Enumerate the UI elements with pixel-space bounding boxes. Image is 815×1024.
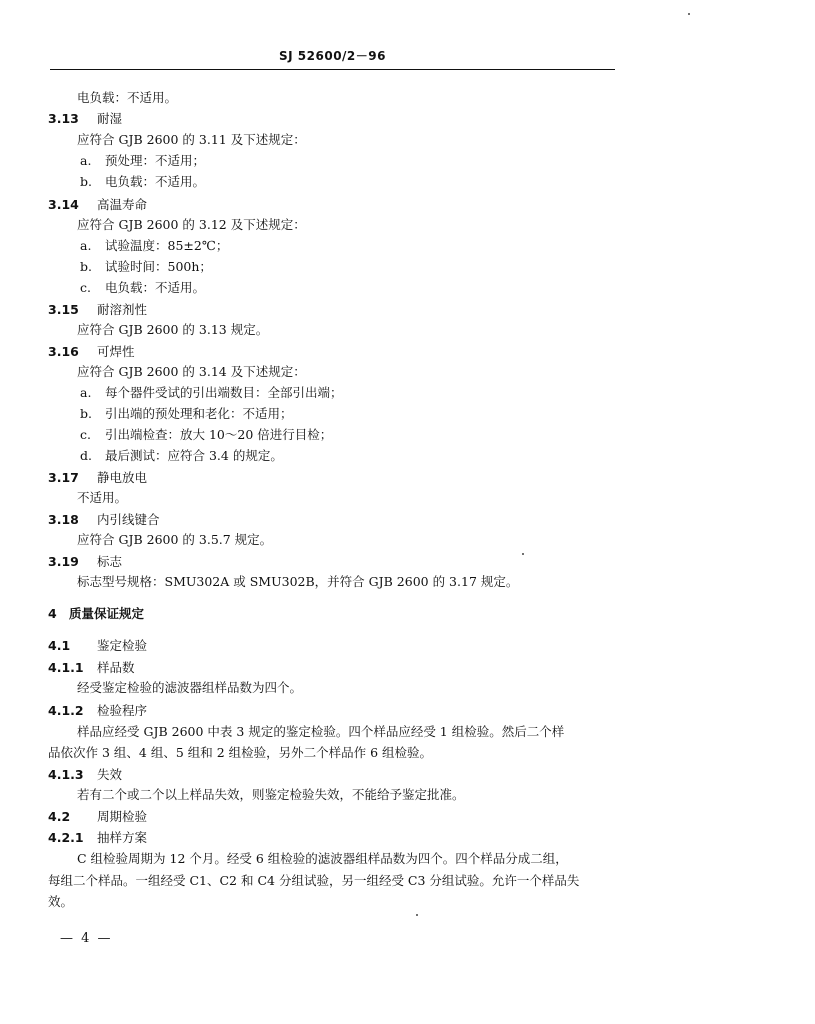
section-title: 标志	[97, 554, 123, 569]
document-code-header: SJ 52600/2－96	[279, 49, 386, 63]
list-item-text: 最后测试：应符合 3.4 的规定。	[105, 448, 283, 463]
paragraph-text: 不适用。	[77, 490, 128, 505]
section-number: 4.1.2	[48, 703, 84, 718]
header-rule	[50, 69, 615, 70]
paragraph-text: 应符合 GJB 2600 的 3.12 及下述规定：	[77, 217, 306, 232]
list-item-label: a.	[80, 153, 92, 168]
section-title: 样品数	[97, 660, 135, 675]
section-title: 高温寿命	[97, 197, 148, 212]
list-item-text: 每个器件受试的引出端数目：全部引出端；	[105, 385, 343, 400]
list-item-text: 试验温度：85±2℃；	[105, 238, 229, 253]
paragraph-text: 品依次作 3 组、4 组、5 组和 2 组检验，另外二个样品作 6 组检验。	[48, 745, 433, 760]
list-item-text: 电负载：不适用。	[105, 280, 206, 295]
section-number: 4.2.1	[48, 830, 84, 845]
list-item-label: a.	[80, 385, 92, 400]
list-item-label: a.	[80, 238, 92, 253]
list-item-label: d.	[80, 448, 92, 463]
list-item-text: 电负载：不适用。	[105, 174, 206, 189]
paragraph-text: 效。	[48, 894, 74, 909]
section-title: 周期检验	[97, 809, 148, 824]
section-number: 4.1.3	[48, 767, 84, 782]
list-item-label: b.	[80, 406, 92, 421]
section-title: 抽样方案	[97, 830, 148, 845]
section-title: 可焊性	[97, 344, 135, 359]
section-number: 3.16	[48, 344, 79, 359]
section-number: 3.17	[48, 470, 79, 485]
paragraph-text: 应符合 GJB 2600 的 3.14 及下述规定：	[77, 364, 306, 379]
section-number: 3.18	[48, 512, 79, 527]
section-title: 鉴定检验	[97, 638, 148, 653]
section-number: 3.13	[48, 111, 79, 126]
paragraph-text: 样品应经受 GJB 2600 中表 3 规定的鉴定检验。四个样品应经受 1 组检验。然后二个样	[77, 724, 565, 739]
section-title: 检验程序	[97, 703, 148, 718]
list-item-text: 引出端检查：放大 10～20 倍进行目检；	[105, 427, 333, 442]
list-item-label: b.	[80, 259, 92, 274]
paragraph-text: 经受鉴定检验的滤波器组样品数为四个。	[77, 680, 303, 695]
paragraph-text: 标志型号规格：SMU302A 或 SMU302B，并符合 GJB 2600 的 3.17 规定。	[77, 574, 519, 589]
paragraph-text: C 组检验周期为 12 个月。经受 6 组检验的滤波器组样品数为四个。四个样品分成二组，	[77, 851, 568, 866]
chapter-title: 质量保证规定	[69, 606, 145, 621]
paragraph-text: 应符合 GJB 2600 的 3.11 及下述规定：	[77, 132, 306, 147]
scan-speck	[416, 914, 418, 916]
scan-speck	[688, 13, 690, 15]
list-item-label: c.	[80, 280, 91, 295]
section-number: 4.1.1	[48, 660, 84, 675]
list-item-label: c.	[80, 427, 91, 442]
section-title: 静电放电	[97, 470, 148, 485]
section-title: 失效	[97, 767, 123, 782]
section-title: 耐湿	[97, 111, 123, 126]
section-number: 4.1	[48, 638, 71, 653]
list-item-text: 预处理：不适用；	[105, 153, 206, 168]
list-item-text: 引出端的预处理和老化：不适用；	[105, 406, 293, 421]
list-item-label: b.	[80, 174, 92, 189]
paragraph-text: 应符合 GJB 2600 的 3.13 规定。	[77, 322, 269, 337]
paragraph-text: 每组二个样品。一组经受 C1、C2 和 C4 分组试验，另一组经受 C3 分组试验。允许一个样品失	[48, 873, 580, 888]
paragraph-text: 若有二个或二个以上样品失效，则鉴定检验失效，不能给予鉴定批准。	[77, 787, 465, 802]
section-title: 内引线键合	[97, 512, 160, 527]
section-number: 3.14	[48, 197, 79, 212]
section-number: 4.2	[48, 809, 71, 824]
section-number: 3.19	[48, 554, 79, 569]
section-title: 耐溶剂性	[97, 302, 148, 317]
page-number: — 4 —	[60, 931, 113, 946]
section-number: 3.15	[48, 302, 79, 317]
paragraph-text: 应符合 GJB 2600 的 3.5.7 规定。	[77, 532, 273, 547]
paragraph-text: 电负载：不适用。	[77, 90, 178, 105]
scan-speck	[522, 553, 524, 555]
list-item-text: 试验时间：500h；	[105, 259, 212, 274]
chapter-number: 4	[48, 606, 57, 621]
